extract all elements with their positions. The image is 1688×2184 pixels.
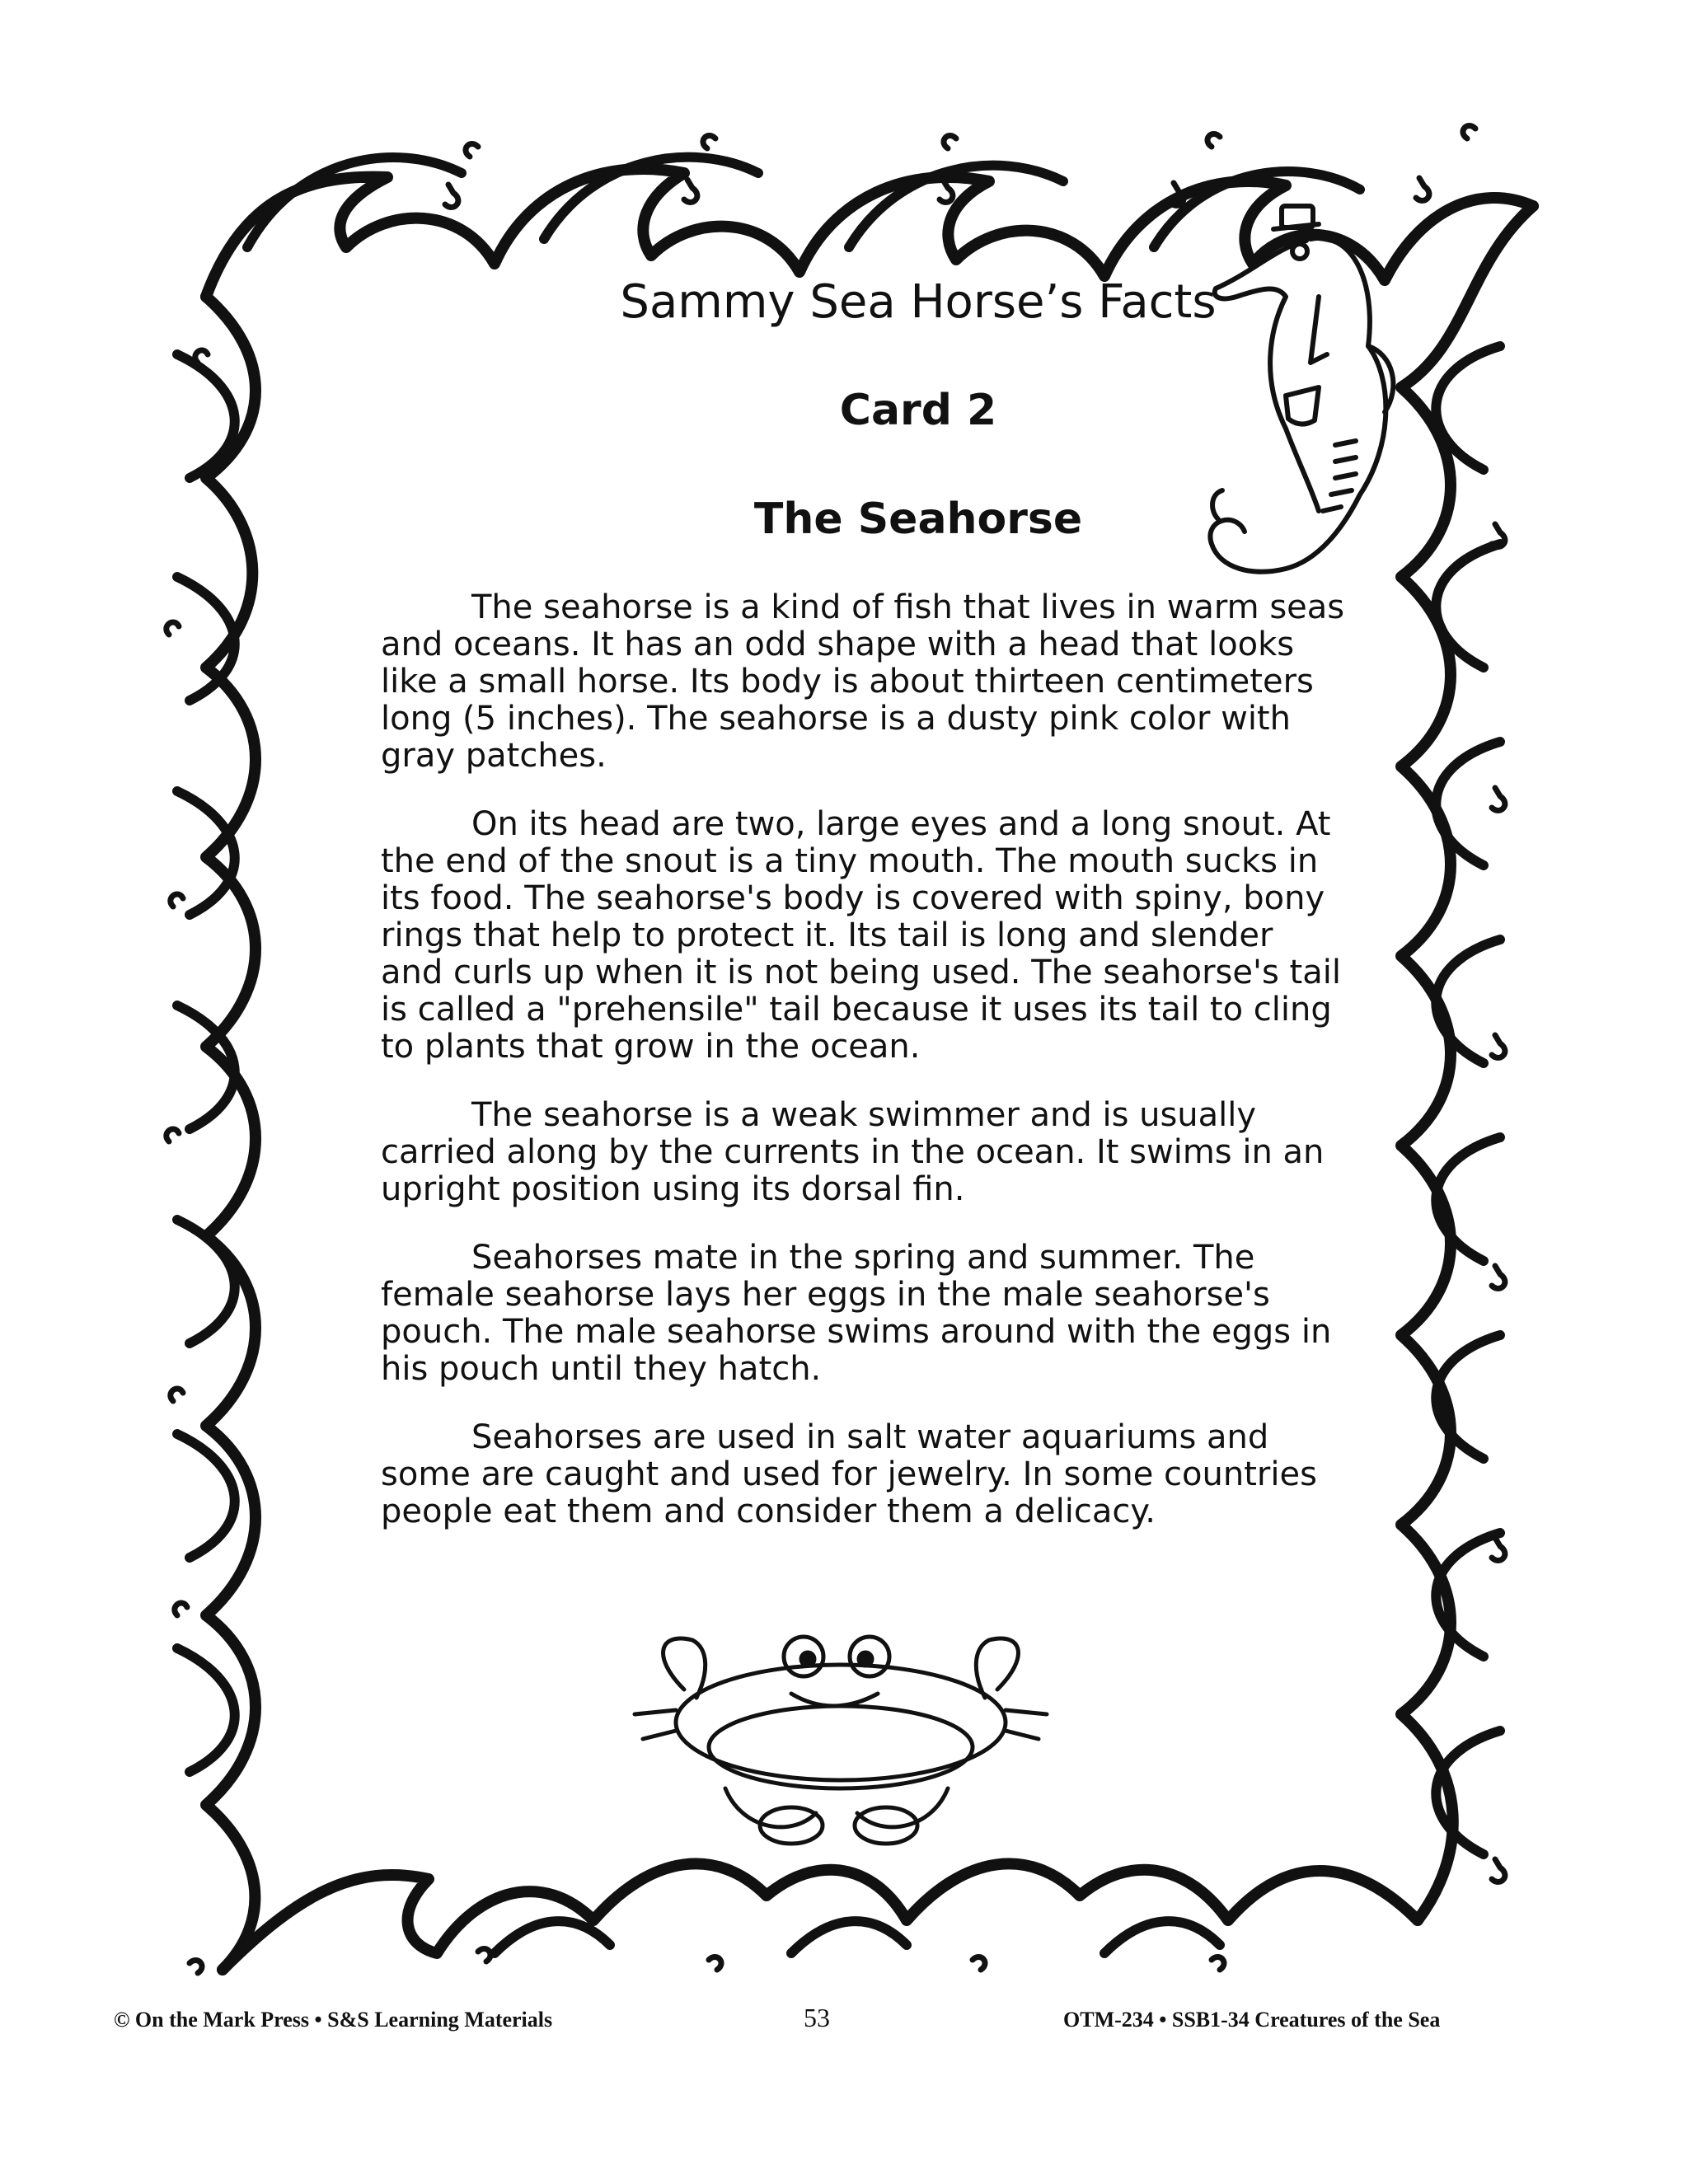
paragraph: On its head are two, large eyes and a long snout. At the end of the snout is a tiny mouth. The mouth sucks in its food. The seahorse's body is covered with spiny, bony rings that help to protect it. Its tail is long and slender and curls up when it is not being used. The seahorse's tail is called a "prehensile" tail because it uses its tail to cling to plants that grow in the ocean. [381, 805, 1341, 1066]
paragraph: The seahorse is a kind of fish that lives in warm seas and oceans. It has an odd shape with a head that looks like a small horse. Its body is about thirteen centimeters long (5 inches). The seahorse is a dusty pink color with gray patches. [381, 588, 1345, 775]
card-number: Card 2 [839, 386, 997, 435]
footer-series: OTM-234 • SSB1-34 Creatures of the Sea [1063, 2008, 1441, 2032]
footer-publisher: © On the Mark Press • S&S Learning Materials [114, 2008, 553, 2032]
article-body [381, 589, 1345, 1562]
section-title: The Seahorse [753, 494, 1083, 544]
page-title: Sammy Sea Horse’s Facts [620, 275, 1217, 329]
crab-illustration [635, 1637, 1047, 1844]
paragraph: The seahorse is a weak swimmer and is usually carried along by the currents in the ocean. It swims in an upright position using its dorsal fin. [381, 1096, 1325, 1208]
paragraph: Seahorses mate in the spring and summer. The female seahorse lays her eggs in the male seahorse's pouch. The male seahorse swims around with the eggs in his pouch until they hatch. [381, 1239, 1332, 1388]
page-number: 53 [804, 2003, 830, 2032]
paragraph: Seahorses are used in salt water aquariums and some are caught and used for jewelry. In some countries people eat them and consider them a delicacy. [381, 1418, 1317, 1530]
